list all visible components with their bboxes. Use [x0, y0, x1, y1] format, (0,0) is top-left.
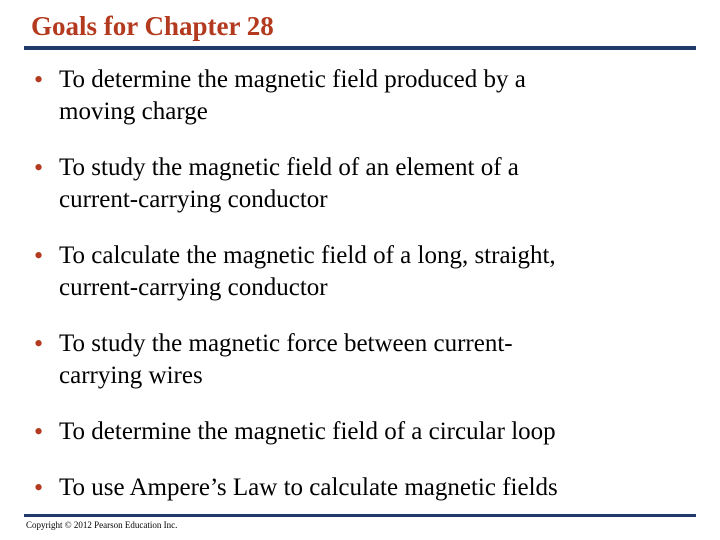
- goal-line: To calculate the magnetic field of a long, straight,: [59, 242, 556, 269]
- goal-item: [34, 472, 684, 504]
- bullet-icon: •: [34, 153, 44, 182]
- goal-line: To determine the magnetic field produced by a: [59, 66, 526, 93]
- top-divider: [24, 46, 696, 50]
- goal-item: [34, 152, 684, 216]
- copyright-footer: Copyright © 2012 Pearson Education Inc.: [26, 520, 178, 530]
- bottom-divider: [24, 514, 696, 517]
- goal-line: To study the magnetic field of an element of a: [59, 154, 519, 181]
- goal-line: current-carrying conductor: [59, 186, 328, 213]
- goal-line: To use Ampere’s Law to calculate magnetic fields: [59, 474, 558, 501]
- goal-item: [34, 328, 684, 392]
- goal-line: carrying wires: [59, 362, 203, 389]
- bullet-icon: •: [34, 65, 44, 94]
- goal-item: [34, 240, 684, 304]
- goal-item: [34, 416, 684, 448]
- goal-item: [34, 64, 684, 128]
- goal-line: current-carrying conductor: [59, 274, 328, 301]
- bullet-icon: •: [34, 473, 44, 502]
- bullet-icon: •: [34, 241, 44, 270]
- slide-title: Goals for Chapter 28: [31, 11, 274, 41]
- bullet-icon: •: [34, 417, 44, 446]
- goal-line: To study the magnetic force between current-: [59, 330, 513, 357]
- goal-line: To determine the magnetic field of a circular loop: [59, 418, 556, 445]
- bullet-icon: •: [34, 329, 44, 358]
- goal-line: moving charge: [59, 98, 208, 125]
